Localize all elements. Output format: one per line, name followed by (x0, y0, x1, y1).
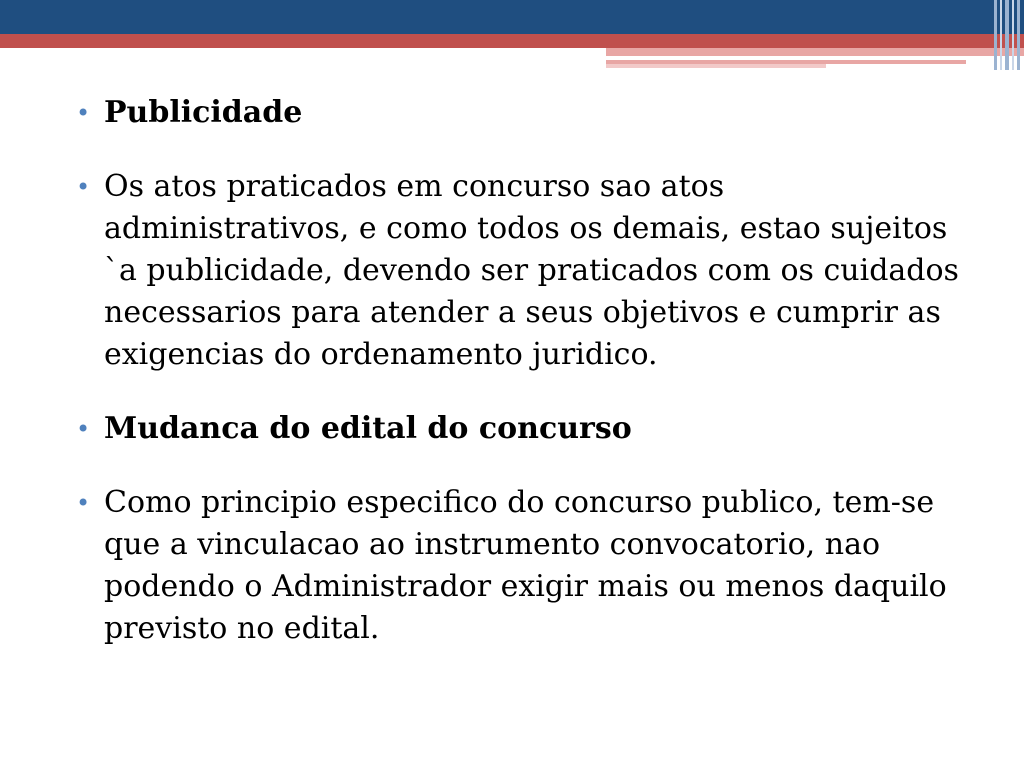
header-vertical-stripes (994, 0, 1024, 70)
bullet-item-paragraph (76, 482, 976, 650)
header-accent-divider (620, 56, 1024, 58)
bullet-heading-text: Publicidade (104, 95, 303, 130)
bullet-paragraph-text: Os atos praticados em concurso sao atos administrativos, e como todos os demais, estao sujeitos `a publicidade, devendo ser praticados com os cuidados necessarios para atender a seus objetivos e cumprir as exigencias do ordenamento juridico. (104, 169, 959, 372)
bullet-item-publicidade (76, 92, 976, 134)
bullet-icon: • (76, 99, 91, 127)
header-accent-stripe (606, 48, 1024, 56)
bullet-icon: • (76, 415, 91, 443)
header-blue-band (0, 0, 1024, 34)
header-red-band (0, 34, 1024, 48)
bullet-paragraph-text: Como principio especifico do concurso publico, tem-se que a vinculacao ao instrumento convocatorio, nao podendo o Administrador exigir mais ou menos daquilo previsto no edital. (104, 485, 947, 646)
bullet-item-mudanca (76, 408, 976, 450)
bullet-list (76, 92, 976, 682)
bullet-heading-text: Mudanca do edital do concurso (104, 411, 632, 446)
bullet-item-paragraph (76, 166, 976, 376)
header-accent-stripe-light (606, 64, 826, 68)
bullet-icon: • (76, 489, 91, 517)
bullet-icon: • (76, 173, 91, 201)
